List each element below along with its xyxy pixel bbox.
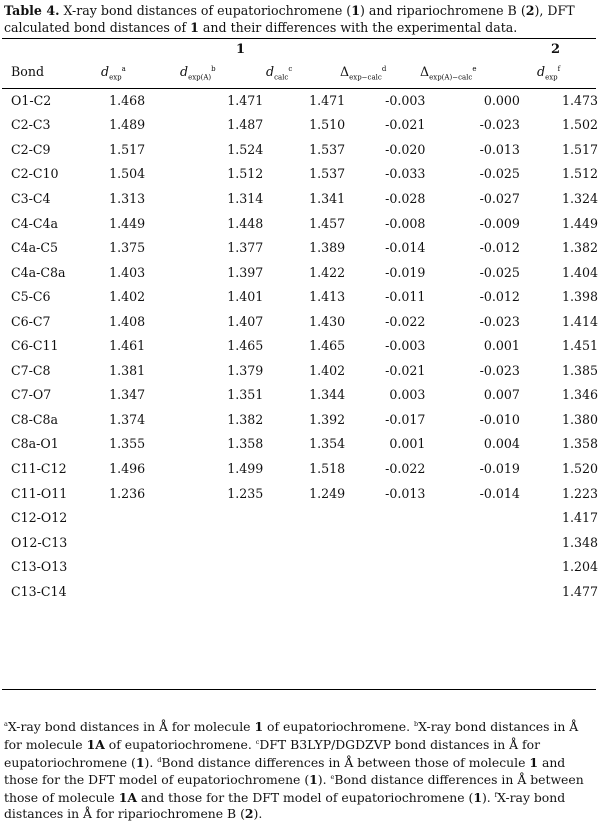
cell-dexp: 1.408 (109, 313, 146, 329)
cell-dexp-a: 1.382 (227, 411, 264, 427)
table-row (0, 211, 598, 236)
cell-dcalc: 1.354 (309, 436, 346, 452)
cell-dexp-a: 1.499 (227, 460, 264, 476)
cell-dexp (109, 530, 170, 555)
footnote: $^a$X-ray bond distances in Å for molecule 1 of eupatoriochromene. (4, 719, 414, 735)
cell-delta-exp-calc: -0.022 (385, 313, 426, 329)
cell-dcalc: 1.471 (309, 92, 346, 108)
cell-delta-exp-calc: -0.013 (385, 485, 426, 501)
cell-bond: C2-C3 (11, 117, 51, 133)
table-row (0, 235, 598, 260)
cell-delta-expa-calc: -0.014 (479, 485, 520, 501)
table-caption (4, 2, 594, 36)
cell-dcalc: 1.344 (309, 387, 346, 403)
table-row (0, 260, 598, 285)
cell-dexp (109, 505, 170, 530)
cell-dexp: 1.313 (109, 190, 146, 206)
header-delta-exp-calc: $\Delta_{exp-calc}^d$ (340, 64, 387, 82)
header-delta-expA-calc: $\Delta_{exp(A)-calc}^e$ (420, 64, 477, 82)
cell-dexp-2: 1.404 (561, 264, 598, 280)
cell-dexp-a: 1.471 (227, 92, 264, 108)
footnote: $^b$X-ray bond distances in Å for molecule 1A of eupatoriochromene. (4, 719, 579, 752)
cell-dcalc (263, 505, 345, 530)
cell-bond: O1-C2 (11, 92, 52, 108)
cell-dcalc: 1.430 (309, 313, 346, 329)
cell-delta-expa-calc (425, 554, 520, 579)
cell-dexp (109, 579, 170, 604)
cell-bond: C7-O7 (11, 387, 52, 403)
table-row (0, 88, 598, 113)
cell-delta-exp-calc (345, 505, 425, 530)
cell-dexp-2: 1.520 (561, 460, 598, 476)
cell-dexp-a: 1.512 (227, 166, 264, 182)
table-row (0, 162, 598, 187)
cell-dcalc (263, 530, 345, 555)
table-row (0, 407, 598, 432)
top-rule (2, 38, 596, 39)
cell-dexp-2: 1.223 (561, 485, 598, 501)
cell-dexp-2: 1.385 (561, 362, 598, 378)
cell-dexp: 1.375 (109, 240, 146, 256)
cell-dexp-a: 1.407 (227, 313, 264, 329)
cell-delta-expa-calc: -0.023 (479, 117, 520, 133)
cell-dexp-2: 1.204 (561, 559, 598, 575)
cell-bond: C11-C12 (11, 460, 67, 476)
cell-dexp: 1.517 (109, 141, 146, 157)
cell-bond: C13-C14 (11, 583, 67, 599)
cell-dexp-a: 1.397 (227, 264, 264, 280)
cell-delta-expa-calc: -0.025 (479, 166, 520, 182)
cell-dcalc: 1.457 (309, 215, 346, 231)
cell-dexp-a (170, 530, 263, 555)
table-row (0, 383, 598, 408)
header-dexp: $d_{exp}^a$ (101, 64, 126, 82)
footnotes (4, 717, 594, 821)
cell-dexp: 1.402 (109, 289, 146, 305)
cell-dexp-a: 1.448 (227, 215, 264, 231)
cell-dcalc: 1.422 (309, 264, 346, 280)
cell-delta-expa-calc: -0.013 (479, 141, 520, 157)
cell-delta-expa-calc: 0.007 (483, 387, 520, 403)
cell-dexp: 1.381 (109, 362, 146, 378)
cell-dexp: 1.374 (109, 411, 146, 427)
cell-delta-expa-calc: -0.023 (479, 362, 520, 378)
cell-dcalc (263, 554, 345, 579)
table-row (0, 137, 598, 162)
cell-delta-expa-calc: 0.004 (483, 436, 520, 452)
cell-dexp-a: 1.358 (227, 436, 264, 452)
cell-bond: C6-C7 (11, 313, 51, 329)
cell-dexp-a (170, 554, 263, 579)
cell-delta-expa-calc: 0.000 (483, 92, 520, 108)
cell-delta-expa-calc (425, 530, 520, 555)
cell-delta-exp-calc: -0.008 (385, 215, 426, 231)
compound-ref: 1 (351, 3, 360, 18)
cell-bond: C2-C10 (11, 166, 59, 182)
group-header-molecule-1: 1 (236, 42, 246, 57)
cell-dexp-2: 1.502 (561, 117, 598, 133)
cell-dexp-2: 1.380 (561, 411, 598, 427)
compound-ref: 1 (190, 20, 199, 35)
cell-dexp-a: 1.487 (227, 117, 264, 133)
caption-text: and their differences with the experimental data. (198, 20, 518, 35)
cell-delta-expa-calc (425, 505, 520, 530)
cell-dexp-2: 1.417 (561, 510, 598, 526)
cell-dexp-a: 1.524 (227, 141, 264, 157)
table-row (0, 186, 598, 211)
header-dexpA: $d_{exp(A)}^b$ (180, 64, 216, 82)
cell-dexp-a: 1.235 (227, 485, 264, 501)
cell-dexp: 1.236 (109, 485, 146, 501)
bond-distance-table (0, 88, 598, 603)
cell-bond: C4a-C5 (11, 240, 59, 256)
table-label: Table 4. (4, 3, 60, 18)
cell-dexp: 1.403 (109, 264, 146, 280)
cell-bond: C11-O11 (11, 485, 68, 501)
table-row (0, 284, 598, 309)
cell-delta-exp-calc: 0.003 (389, 387, 426, 403)
cell-bond: C6-C11 (11, 338, 59, 354)
cell-delta-expa-calc: -0.027 (479, 190, 520, 206)
cell-dexp: 1.468 (109, 92, 146, 108)
cell-dexp-2: 1.382 (561, 240, 598, 256)
cell-delta-exp-calc (345, 579, 425, 604)
bottom-rule (2, 689, 596, 690)
cell-dexp-2: 1.477 (561, 583, 598, 599)
table-row (0, 113, 598, 138)
cell-dexp-a: 1.351 (227, 387, 264, 403)
table-row (0, 333, 598, 358)
compound-ref: 2 (525, 3, 535, 18)
cell-dexp-a (170, 579, 263, 604)
table-row (0, 554, 598, 579)
cell-dexp-2: 1.348 (561, 534, 598, 550)
cell-bond: C12-O12 (11, 510, 68, 526)
cell-dexp-2: 1.358 (561, 436, 598, 452)
cell-delta-expa-calc: -0.009 (479, 215, 520, 231)
table-row (0, 432, 598, 457)
cell-delta-expa-calc: -0.010 (479, 411, 520, 427)
cell-dexp: 1.449 (109, 215, 146, 231)
cell-delta-exp-calc: -0.011 (385, 289, 426, 305)
cell-dcalc: 1.341 (309, 190, 346, 206)
header-dexp-2: $d_{exp}^f$ (537, 64, 561, 82)
cell-delta-exp-calc: -0.021 (385, 362, 426, 378)
cell-dexp-2: 1.324 (561, 190, 598, 206)
cell-dexp-2: 1.517 (561, 141, 598, 157)
cell-delta-exp-calc: -0.021 (385, 117, 426, 133)
group-header-molecule-2: 2 (551, 42, 561, 57)
cell-dexp-a: 1.314 (227, 190, 264, 206)
cell-dcalc: 1.465 (309, 338, 346, 354)
header-bond: Bond (11, 64, 45, 79)
cell-dexp-2: 1.451 (561, 338, 598, 354)
cell-dcalc: 1.537 (309, 166, 346, 182)
cell-bond: C5-C6 (11, 289, 51, 305)
footnote: $^e$Bond distance differences in Å between those of molecule 1A and those for the DFT model of eupatoriochromene (1). (4, 772, 584, 805)
caption-text: ) and ripariochromene B ( (359, 3, 526, 18)
cell-dcalc: 1.413 (309, 289, 346, 305)
cell-dexp: 1.461 (109, 338, 146, 354)
table-row (0, 579, 598, 604)
cell-bond: C4a-C8a (11, 264, 66, 280)
table-row (0, 505, 598, 530)
cell-bond: C13-O13 (11, 559, 68, 575)
cell-dexp-2: 1.512 (561, 166, 598, 182)
cell-dexp: 1.489 (109, 117, 146, 133)
cell-delta-exp-calc: -0.014 (385, 240, 426, 256)
cell-dexp (109, 554, 170, 579)
cell-delta-expa-calc: -0.012 (479, 240, 520, 256)
cell-delta-expa-calc (425, 579, 520, 604)
footnote: $^f$X-ray bond distances in Å for ripariochromene B (2). (4, 790, 566, 821)
cell-dexp-2: 1.346 (561, 387, 598, 403)
cell-dexp: 1.504 (109, 166, 146, 182)
cell-dexp-2: 1.414 (561, 313, 598, 329)
cell-bond: C8-C8a (11, 411, 59, 427)
cell-dcalc: 1.389 (309, 240, 346, 256)
cell-dexp: 1.355 (109, 436, 146, 452)
cell-dcalc: 1.510 (309, 117, 346, 133)
cell-delta-exp-calc: -0.003 (385, 92, 426, 108)
table-row (0, 481, 598, 506)
cell-dexp-2: 1.449 (561, 215, 598, 231)
cell-delta-expa-calc: 0.001 (483, 338, 520, 354)
footnote: $^d$Bond distance differences in Å between those of molecule 1 and those for the DFT model of eupatoriochromene (1). (4, 754, 566, 788)
cell-dexp-a (170, 505, 263, 530)
cell-delta-exp-calc: -0.017 (385, 411, 426, 427)
cell-dcalc: 1.402 (309, 362, 346, 378)
cell-dexp-2: 1.398 (561, 289, 598, 305)
cell-dcalc: 1.537 (309, 141, 346, 157)
cell-delta-exp-calc: -0.003 (385, 338, 426, 354)
cell-bond: C7-C8 (11, 362, 51, 378)
cell-delta-expa-calc: -0.019 (479, 460, 520, 476)
cell-bond: C8a-O1 (11, 436, 59, 452)
cell-delta-exp-calc: -0.033 (385, 166, 426, 182)
footnote: $^c$DFT B3LYP/DGDZVP bond distances in Å for eupatoriochromene (1). (4, 736, 540, 770)
cell-delta-exp-calc: 0.001 (389, 436, 426, 452)
cell-dexp: 1.496 (109, 460, 146, 476)
cell-dexp-a: 1.465 (227, 338, 264, 354)
header-dcalc: $d_{calc}^c$ (266, 64, 293, 82)
caption-text: X-ray bond distances of eupatoriochromene ( (59, 3, 352, 18)
cell-dexp-a: 1.401 (227, 289, 264, 305)
cell-dcalc: 1.249 (309, 485, 346, 501)
cell-bond: C3-C4 (11, 190, 51, 206)
table-row (0, 530, 598, 555)
cell-bond: C4-C4a (11, 215, 59, 231)
cell-delta-exp-calc (345, 554, 425, 579)
cell-bond: C2-C9 (11, 141, 51, 157)
cell-dcalc: 1.518 (309, 460, 346, 476)
cell-delta-exp-calc: -0.028 (385, 190, 426, 206)
cell-delta-exp-calc: -0.022 (385, 460, 426, 476)
table-row (0, 309, 598, 334)
cell-dexp-2: 1.473 (561, 92, 598, 108)
cell-bond: O12-C13 (11, 534, 68, 550)
cell-dcalc: 1.392 (309, 411, 346, 427)
cell-delta-exp-calc: -0.019 (385, 264, 426, 280)
table-row (0, 358, 598, 383)
cell-dexp: 1.347 (109, 387, 146, 403)
cell-dexp-a: 1.377 (227, 240, 264, 256)
table-row (0, 456, 598, 481)
cell-delta-expa-calc: -0.023 (479, 313, 520, 329)
caption-text: ), DFT calculated bond distances of (4, 3, 575, 35)
cell-delta-exp-calc: -0.020 (385, 141, 426, 157)
cell-dcalc (263, 579, 345, 604)
table-body (0, 88, 598, 603)
cell-dexp-a: 1.379 (227, 362, 264, 378)
cell-delta-exp-calc (345, 530, 425, 555)
cell-delta-expa-calc: -0.025 (479, 264, 520, 280)
cell-delta-expa-calc: -0.012 (479, 289, 520, 305)
